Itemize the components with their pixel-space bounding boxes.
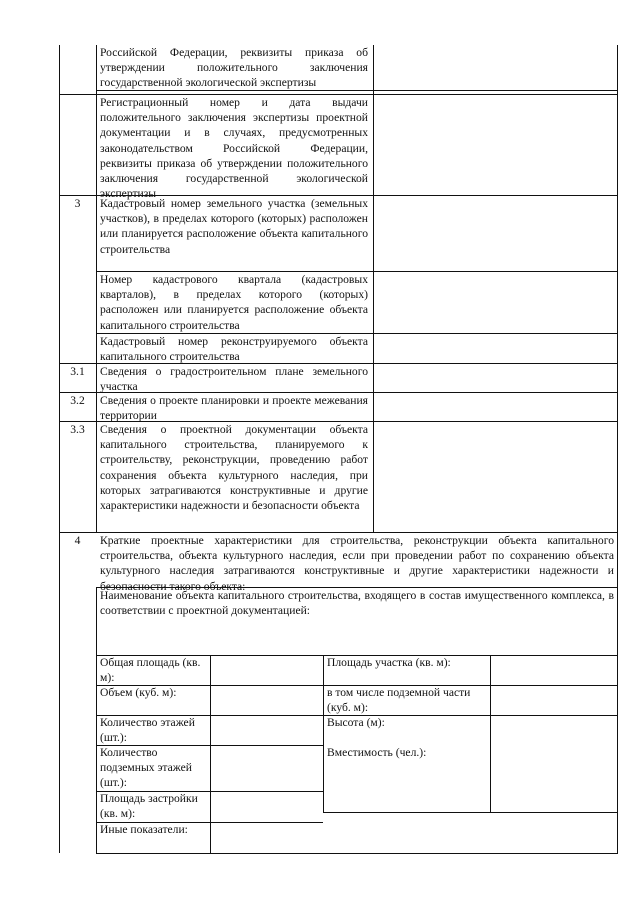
label-height: Высота (м): — [327, 716, 385, 729]
row-number-3-2: 3.2 — [70, 394, 85, 407]
label-total-area: Общая площадь (кв. м): — [100, 656, 201, 685]
row-number-3-3: 3.3 — [70, 423, 85, 436]
row-number-4: 4 — [74, 534, 81, 547]
grid-col-3 — [490, 655, 491, 812]
row-text-ecology-expertise-continued: Российской Федерации, реквизиты приказа об утверждении положительного заключения государственной экологической экспертизы — [100, 46, 368, 90]
row-text-territory-planning: Сведения о проекте планировки и проекте межевания территории — [100, 394, 368, 423]
document-table — [59, 45, 618, 853]
grid-row-border — [323, 812, 618, 813]
table-border-left — [59, 45, 60, 853]
row-text-object-name: Наименование объекта капитального строительства, входящего в состав имущественного комплекса, в соответствии с проектной документацией: — [100, 589, 614, 618]
table-border-right — [617, 45, 618, 853]
value-col-divider — [373, 45, 374, 532]
row-text-cadastral-number: Кадастровый номер земельного участка (земельных участков), в пределах которого (которых) расположен или планируется расположение объекта капитального строительства — [100, 197, 368, 256]
row-number-3: 3 — [74, 197, 81, 210]
label-floors: Количество этажей (шт.): — [100, 716, 195, 745]
grid-col-2 — [323, 655, 324, 812]
row-text-project-documentation: Сведения о проектной документации объекта капитального строительства, планируемого к строительству, реконструкции, проведению работ сохранения объекта культурного наследия, при которых затрагиваются конструктивные и другие характеристики надежности и безопасности объекта — [100, 423, 368, 513]
label-plot-area: Площадь участка (кв. м): — [327, 656, 451, 669]
row-text-cadastral-quarter: Номер кадастрового квартала (кадастровых кварталов), в пределах которого (которых) расположен или планируется расположение объекта капитального строительства — [100, 273, 368, 332]
label-built-area: Площадь застройки (кв. м): — [100, 792, 198, 821]
label-volume: Объем (куб. м): — [100, 686, 177, 699]
label-underground-floors: Количество подземных этажей (шт.): — [100, 746, 192, 790]
label-capacity: Вместимость (чел.): — [327, 746, 427, 759]
row-number-3-1: 3.1 — [70, 365, 85, 378]
label-underground-volume: в том числе подземной части (куб. м): — [327, 686, 471, 715]
table-border-bottom — [96, 853, 618, 854]
num-col-divider-lower — [96, 587, 97, 853]
row-text-registration-number: Регистрационный номер и дата выдачи положительного заключения экспертизы проектной документации и в случаях, предусмотренных законодательством Российской Федерации, реквизиты приказа об утверждении положительного заключения государственной экологической экспертизы — [100, 96, 368, 201]
row-text-reconstructed-object: Кадастровый номер реконструируемого объекта капитального строительства — [100, 335, 368, 364]
num-col-divider — [96, 45, 97, 532]
label-other-indicators: Иные показатели: — [100, 823, 188, 836]
row-text-design-characteristics: Краткие проектные характеристики для строительства, реконструкции объекта капитального строительства, объекта культурного наследия, если при проведении работ по сохранению объекта культурного наследия затрагиваются конструктивные и другие характеристики надежности и безопасности такого объекта: — [100, 534, 614, 593]
row-text-urban-plan: Сведения о градостроительном плане земельного участка — [100, 365, 368, 394]
